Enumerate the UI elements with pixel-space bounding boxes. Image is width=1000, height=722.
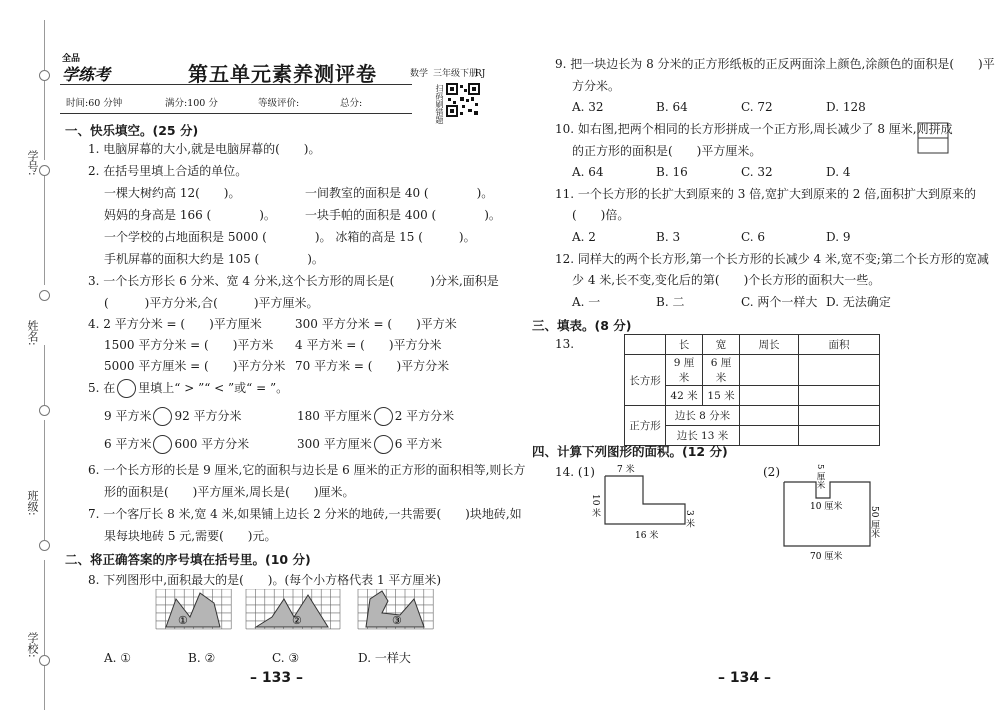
answer-cell[interactable] xyxy=(740,355,799,386)
question-11b: ( )倍。 xyxy=(572,208,630,222)
q10-option-a[interactable]: A. 64 xyxy=(572,165,604,179)
section-1-title: 一、快乐填空。(25 分) xyxy=(65,123,199,138)
section-2-title: 二、将正确答案的序号填在括号里。(10 分) xyxy=(65,552,311,567)
question-14-1: 14. (1) xyxy=(555,465,595,479)
binding-line xyxy=(44,420,45,540)
blank-circle[interactable] xyxy=(153,435,172,454)
answer-cell[interactable] xyxy=(740,386,799,406)
answer-cell[interactable] xyxy=(740,426,799,446)
compare-right: 600 平方分米 xyxy=(174,437,250,451)
page-number-right: – 134 – xyxy=(718,670,771,686)
answer-cell[interactable] xyxy=(740,406,799,426)
q9-option-a[interactable]: A. 32 xyxy=(572,100,604,114)
question-2: 2. 在括号里填上合适的单位。 xyxy=(88,164,248,178)
question-3a: 3. 一个长方形长 6 分米、宽 4 分米,这个长方形的周长是( )分米,面积是 xyxy=(88,274,499,288)
question-6a: 6. 一个长方形的长是 9 厘米,它的面积与边长是 6 厘米的正方形的面积相等,则长方 xyxy=(88,463,526,477)
punch-hole xyxy=(39,655,50,666)
blank-circle[interactable] xyxy=(374,407,393,426)
time-limit: 时间:60 分钟 xyxy=(66,98,123,109)
binding-line xyxy=(44,20,45,160)
table-corner xyxy=(625,335,666,355)
fig2-notch-label: 5 厘米 xyxy=(815,464,825,490)
page-number-left: – 133 – xyxy=(250,670,303,686)
binding-line xyxy=(44,345,45,405)
table-cell: 6 厘米 xyxy=(703,355,740,386)
q10-option-c[interactable]: C. 32 xyxy=(741,165,773,179)
question-9a: 9. 把一块边长为 8 分米的正方形纸板的正反两面涂上颜色,涂颜色的面积是( )平 xyxy=(555,57,995,71)
question-10a: 10. 如右图,把两个相同的长方形拼成一个正方形,周长减少了 8 厘米,则拼成 xyxy=(555,122,953,136)
answer-cell[interactable] xyxy=(799,406,880,426)
table-header: 长 xyxy=(666,335,703,355)
class-label: 班级: xyxy=(26,490,39,516)
question-4-row3-left: 5000 平方厘米 = ( )平方分米 xyxy=(104,359,286,373)
row-label-rect: 长方形 xyxy=(625,355,666,406)
school-label: 学校: xyxy=(26,632,39,658)
q8-grid-figure xyxy=(154,589,436,639)
punch-hole xyxy=(39,165,50,176)
qr-caption: 扫码刷错题 xyxy=(435,84,444,124)
question-7a: 7. 一个客厅长 8 米,宽 4 米,如果铺上边长 2 分米的地砖,一共需要( )块地砖,如 xyxy=(88,507,522,521)
student-number-label: 学号: xyxy=(26,150,39,176)
question-9b: 方分米。 xyxy=(572,79,621,93)
compare-row-2b xyxy=(297,435,442,454)
fig2-right-label: 50 厘米 xyxy=(869,506,879,539)
question-4-row2-right: 4 平方米 = ( )平方分米 xyxy=(295,338,442,352)
question-8: 8. 下列图形中,面积最大的是( )。(每个小方格代表 1 平方厘米) xyxy=(88,573,442,587)
fig2-bottom-label: 70 厘米 xyxy=(810,552,843,562)
question-2b: 一间教室的面积是 40 ( )。 xyxy=(305,186,494,200)
question-2f: 手机屏幕的面积大约是 105 ( )。 xyxy=(104,252,324,266)
compare-left: 300 平方厘米 xyxy=(297,437,372,451)
section-4-title: 四、计算下列图形的面积。(12 分) xyxy=(532,444,728,459)
compare-left: 6 平方米 xyxy=(104,437,152,451)
grade-evaluation: 等级评价: xyxy=(258,98,300,109)
header-rule-2 xyxy=(60,113,412,114)
logo xyxy=(60,55,118,83)
question-2a: 一棵大树约高 12( )。 xyxy=(104,186,241,200)
question-7b: 果每块地砖 5 元,需要( )元。 xyxy=(104,529,277,543)
row-label-square: 正方形 xyxy=(625,406,666,446)
fig1-top-label: 7 米 xyxy=(617,465,635,475)
q12-option-c[interactable]: C. 两个一样大 xyxy=(741,295,818,309)
q11-option-c[interactable]: C. 6 xyxy=(741,230,766,244)
fig2-inner-label: 10 厘米 xyxy=(810,502,843,512)
table-header: 宽 xyxy=(703,335,740,355)
question-2d: 一块手帕的面积是 400 ( )。 xyxy=(305,208,501,222)
meta-edition: RJ xyxy=(475,69,486,79)
compare-row-2 xyxy=(104,435,249,454)
figure-1 xyxy=(585,460,705,544)
answer-cell[interactable] xyxy=(799,355,880,386)
fig1-bottom-label: 16 米 xyxy=(635,531,659,541)
binding-line xyxy=(44,560,45,710)
q8-option-d[interactable]: D. 一样大 xyxy=(358,651,411,665)
fig1-right-label: 3 米 xyxy=(684,510,694,528)
compare-row-1b xyxy=(297,407,454,426)
question-12a: 12. 同样大的两个长方形,第一个长方形的长减少 4 米,宽不变;第二个长方形的宽减 xyxy=(555,252,989,266)
question-4-row1-right: 300 平方分米 = ( )平方米 xyxy=(295,317,457,331)
q9-option-c[interactable]: C. 72 xyxy=(741,100,773,114)
blank-circle[interactable] xyxy=(117,379,136,398)
q11-option-b[interactable]: B. 3 xyxy=(656,230,681,244)
compare-right: 92 平方分米 xyxy=(174,409,242,423)
compare-right: 6 平方米 xyxy=(394,437,443,451)
question-13: 13. xyxy=(555,337,575,351)
question-12b: 少 4 米,长不变,变化后的第( )个长方形的面积大一些。 xyxy=(572,273,881,287)
q11-option-d[interactable]: D. 9 xyxy=(826,230,851,244)
meta-subject: 数学 xyxy=(410,69,429,79)
name-label: 姓名: xyxy=(26,320,39,346)
figure-2 xyxy=(770,460,890,562)
logo-top-text: 全品 xyxy=(62,54,81,64)
header-rule xyxy=(60,84,412,85)
question-11a: 11. 一个长方形的长扩大到原来的 3 倍,宽扩大到原来的 2 倍,面积扩大到原来的 xyxy=(555,187,977,201)
q10-option-d[interactable]: D. 4 xyxy=(826,165,851,179)
question-14-2: (2) xyxy=(763,465,780,479)
table-header: 周长 xyxy=(740,335,799,355)
qr-code-icon[interactable] xyxy=(446,83,480,117)
question-2c: 妈妈的身高是 166 ( )。 xyxy=(104,208,276,222)
question-1: 1. 电脑屏幕的大小,就是电脑屏幕的( )。 xyxy=(88,142,321,156)
q8-option-c[interactable]: C. ③ xyxy=(272,651,300,665)
shape-label-3: ③ xyxy=(392,614,402,627)
punch-hole xyxy=(39,405,50,416)
q11-option-a[interactable]: A. 2 xyxy=(572,230,596,244)
table-cell: 9 厘米 xyxy=(666,355,703,386)
page-title: 第五单元素养测评卷 xyxy=(188,62,377,86)
logo-main-text: 学练考 xyxy=(62,65,111,84)
question-4-row1-left: 4. 2 平方分米 = ( )平方厘米 xyxy=(88,317,262,331)
punch-hole xyxy=(39,70,50,81)
shape-1 xyxy=(166,593,220,627)
question-5-post: 里填上“ > ”“ < ”或“ = ”。 xyxy=(138,381,289,395)
compare-row-1 xyxy=(104,407,242,426)
table-cell: 边长 13 米 xyxy=(666,426,740,446)
fill-table xyxy=(624,334,880,446)
question-4-row2-left: 1500 平方分米 = ( )平方米 xyxy=(104,338,274,352)
question-5 xyxy=(88,379,288,398)
binding-line xyxy=(44,175,45,285)
answer-cell[interactable] xyxy=(799,426,880,446)
table-row xyxy=(625,355,880,386)
meta-grade: 三年级下册 xyxy=(433,69,479,79)
blank-circle[interactable] xyxy=(374,435,393,454)
table-row xyxy=(625,335,880,355)
q12-option-b[interactable]: B. 二 xyxy=(656,295,685,309)
compare-right: 2 平方分米 xyxy=(394,409,455,423)
shape-label-2: ② xyxy=(292,614,302,627)
q10-option-b[interactable]: B. 16 xyxy=(656,165,688,179)
table-row xyxy=(625,406,880,426)
section-3-title: 三、填表。(8 分) xyxy=(532,318,632,333)
full-score: 满分:100 分 xyxy=(165,98,218,109)
q9-option-b[interactable]: B. 64 xyxy=(656,100,688,114)
compare-left: 9 平方米 xyxy=(104,409,152,423)
table-header: 面积 xyxy=(799,335,880,355)
question-2e: 一个学校的占地面积是 5000 ( )。 冰箱的高是 15 ( )。 xyxy=(104,230,476,244)
q9-option-d[interactable]: D. 128 xyxy=(826,100,866,114)
question-10b: 的正方形的面积是( )平方厘米。 xyxy=(572,144,762,158)
punch-hole xyxy=(39,540,50,551)
compare-left: 180 平方厘米 xyxy=(297,409,372,423)
question-4-row3-right: 70 平方米 = ( )平方分米 xyxy=(295,359,450,373)
q10-square-figure xyxy=(917,122,949,154)
question-6b: 形的面积是( )平方厘米,周长是( )厘米。 xyxy=(104,485,355,499)
q8-option-b[interactable]: B. ② xyxy=(188,651,216,665)
answer-cell[interactable] xyxy=(799,386,880,406)
punch-hole xyxy=(39,290,50,301)
total-score: 总分: xyxy=(340,98,363,109)
table-cell: 15 米 xyxy=(703,386,740,406)
shape-label-1: ① xyxy=(178,614,188,627)
q8-option-a[interactable]: A. ① xyxy=(104,651,132,665)
blank-circle[interactable] xyxy=(153,407,172,426)
question-5-pre: 5. 在 xyxy=(88,381,116,395)
table-cell: 边长 8 分米 xyxy=(666,406,740,426)
table-cell: 42 米 xyxy=(666,386,703,406)
fig1-left-label: 10 米 xyxy=(590,494,600,518)
question-3b: ( )平方分米,合( )平方厘米。 xyxy=(104,296,319,310)
q12-option-d[interactable]: D. 无法确定 xyxy=(826,295,891,309)
q12-option-a[interactable]: A. 一 xyxy=(572,295,601,309)
